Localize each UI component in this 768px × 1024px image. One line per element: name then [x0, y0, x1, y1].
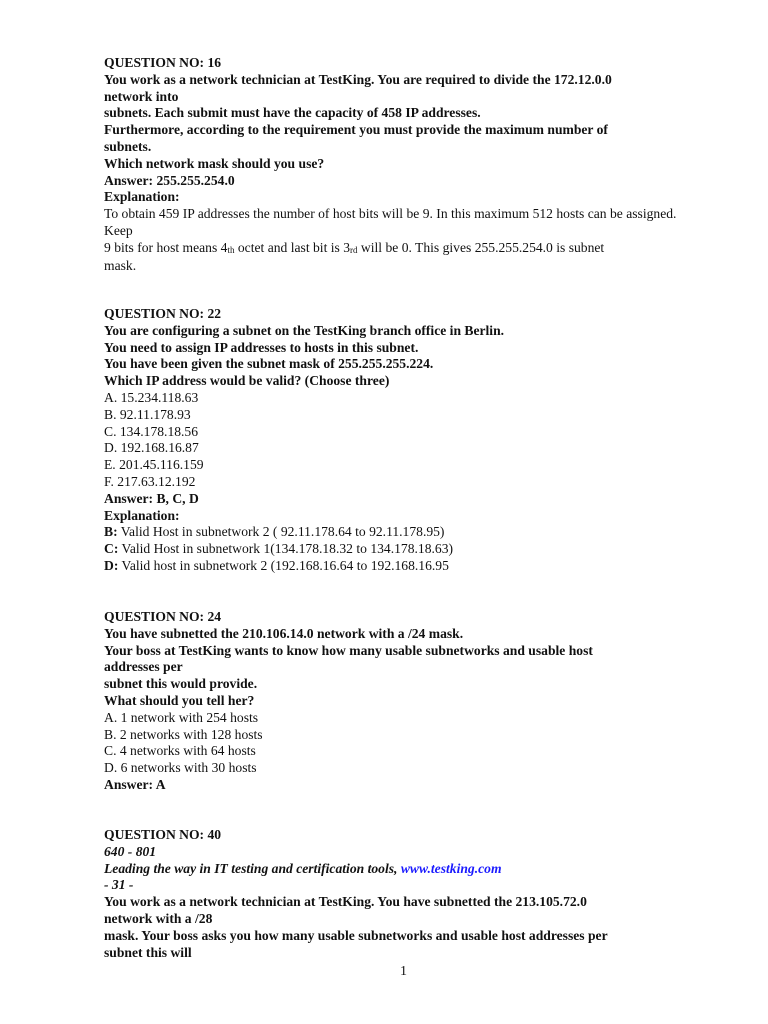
question-stem-line: What should you tell her?: [104, 692, 255, 708]
ordinal-suffix: rd: [350, 244, 358, 255]
answer-option: B. 92.11.178.93: [104, 406, 191, 422]
explanation-text: Valid Host in subnetwork 2 ( 92.11.178.64 to 92.11.178.95): [117, 524, 445, 540]
question-stem-line: You have been given the subnet mask of 255.255.255.224.: [104, 356, 434, 372]
answer-line: Answer: 255.255.254.0: [104, 172, 235, 188]
explanation-item: [104, 541, 704, 558]
question-24: [104, 609, 704, 794]
question-stem-line: You are configuring a subnet on the TestKing branch office in Berlin.: [104, 322, 505, 338]
question-stem-line: You work as a network technician at TestKing. You are required to divide the 172.12.0.0: [104, 71, 612, 87]
question-stem-line: addresses per: [104, 659, 183, 675]
explanation-key: D:: [104, 557, 119, 573]
question-stem-line: Which IP address would be valid? (Choose three): [104, 373, 390, 389]
answer-option: B. 2 networks with 128 hosts: [104, 726, 263, 742]
question-40: [104, 827, 704, 961]
question-title: QUESTION NO: 24: [104, 609, 222, 624]
question-stem-line: Furthermore, according to the requirement you must provide the maximum number of: [104, 122, 608, 138]
explanation-fragment: octet and last bit is 3: [234, 239, 351, 255]
answer-option: A. 1 network with 254 hosts: [104, 709, 259, 725]
question-stem-line: subnet this would provide.: [104, 676, 258, 692]
ordinal-suffix: th: [227, 244, 235, 255]
answer-line: Answer: A: [104, 776, 166, 792]
answer-option: D. 6 networks with 30 hosts: [104, 760, 257, 776]
question-16: [104, 55, 704, 274]
question-stem-line: You need to assign IP addresses to hosts in this subnet.: [104, 339, 419, 355]
answer-option: D. 192.168.16.87: [104, 440, 199, 456]
testking-link[interactable]: www.testking.com: [400, 860, 502, 876]
explanation-text: [104, 240, 704, 258]
explanation-key: B:: [104, 524, 118, 540]
answer-line: Answer: B, C, D: [104, 490, 199, 506]
page-mark: - 31 -: [104, 877, 134, 893]
question-stem-line: Which network mask should you use?: [104, 155, 325, 171]
exam-code: 640 - 801: [104, 843, 157, 859]
explanation-fragment: 9 bits for host means 4: [104, 239, 228, 255]
question-stem-line: subnets.: [104, 138, 152, 154]
explanation-fragment: will be 0. This gives 255.255.254.0 is subnet: [357, 239, 605, 255]
question-stem-line: subnets. Each submit must have the capacity of 458 IP addresses.: [104, 105, 481, 121]
explanation-item: [104, 558, 704, 575]
question-stem-line: mask. Your boss asks you how many usable subnetworks and usable host addresses per: [104, 927, 608, 943]
answer-option: C. 134.178.18.56: [104, 423, 199, 439]
question-title: QUESTION NO: 40: [104, 827, 222, 842]
question-22: [104, 306, 704, 575]
explanation-label: Explanation:: [104, 189, 180, 205]
answer-option: E. 201.45.116.159: [104, 457, 204, 473]
question-stem-line: subnet this will: [104, 944, 192, 960]
explanation-item: [104, 524, 704, 541]
answer-option: C. 4 networks with 64 hosts: [104, 743, 256, 759]
question-stem-line: You have subnetted the 210.106.14.0 network with a /24 mask.: [104, 625, 464, 641]
question-stem-line: network with a /28: [104, 910, 213, 926]
question-stem-line: network into: [104, 88, 179, 104]
explanation-label: Explanation:: [104, 507, 180, 523]
answer-option: A. 15.234.118.63: [104, 389, 199, 405]
footer-tagline: [104, 861, 704, 878]
tagline-text: Leading the way in IT testing and certification tools,: [104, 860, 401, 876]
explanation-text: Valid host in subnetwork 2 (192.168.16.64 to 192.168.16.95: [118, 557, 449, 573]
question-stem-line: You work as a network technician at TestKing. You have subnetted the 213.105.72.0: [104, 894, 587, 910]
explanation-text: mask.: [104, 257, 137, 273]
explanation-text: To obtain 459 IP addresses the number of host bits will be 9. In this maximum 512 hosts can be assigned. Keep: [104, 206, 677, 238]
explanation-key: C:: [104, 541, 119, 557]
answer-option: F. 217.63.12.192: [104, 473, 196, 489]
explanation-text: Valid Host in subnetwork 1(134.178.18.32 to 134.178.18.63): [118, 541, 454, 557]
page-number: 1: [400, 964, 407, 979]
question-title: QUESTION NO: 22: [104, 306, 222, 321]
question-stem-line: Your boss at TestKing wants to know how many usable subnetworks and usable host: [104, 642, 593, 658]
question-title: QUESTION NO: 16: [104, 55, 222, 70]
